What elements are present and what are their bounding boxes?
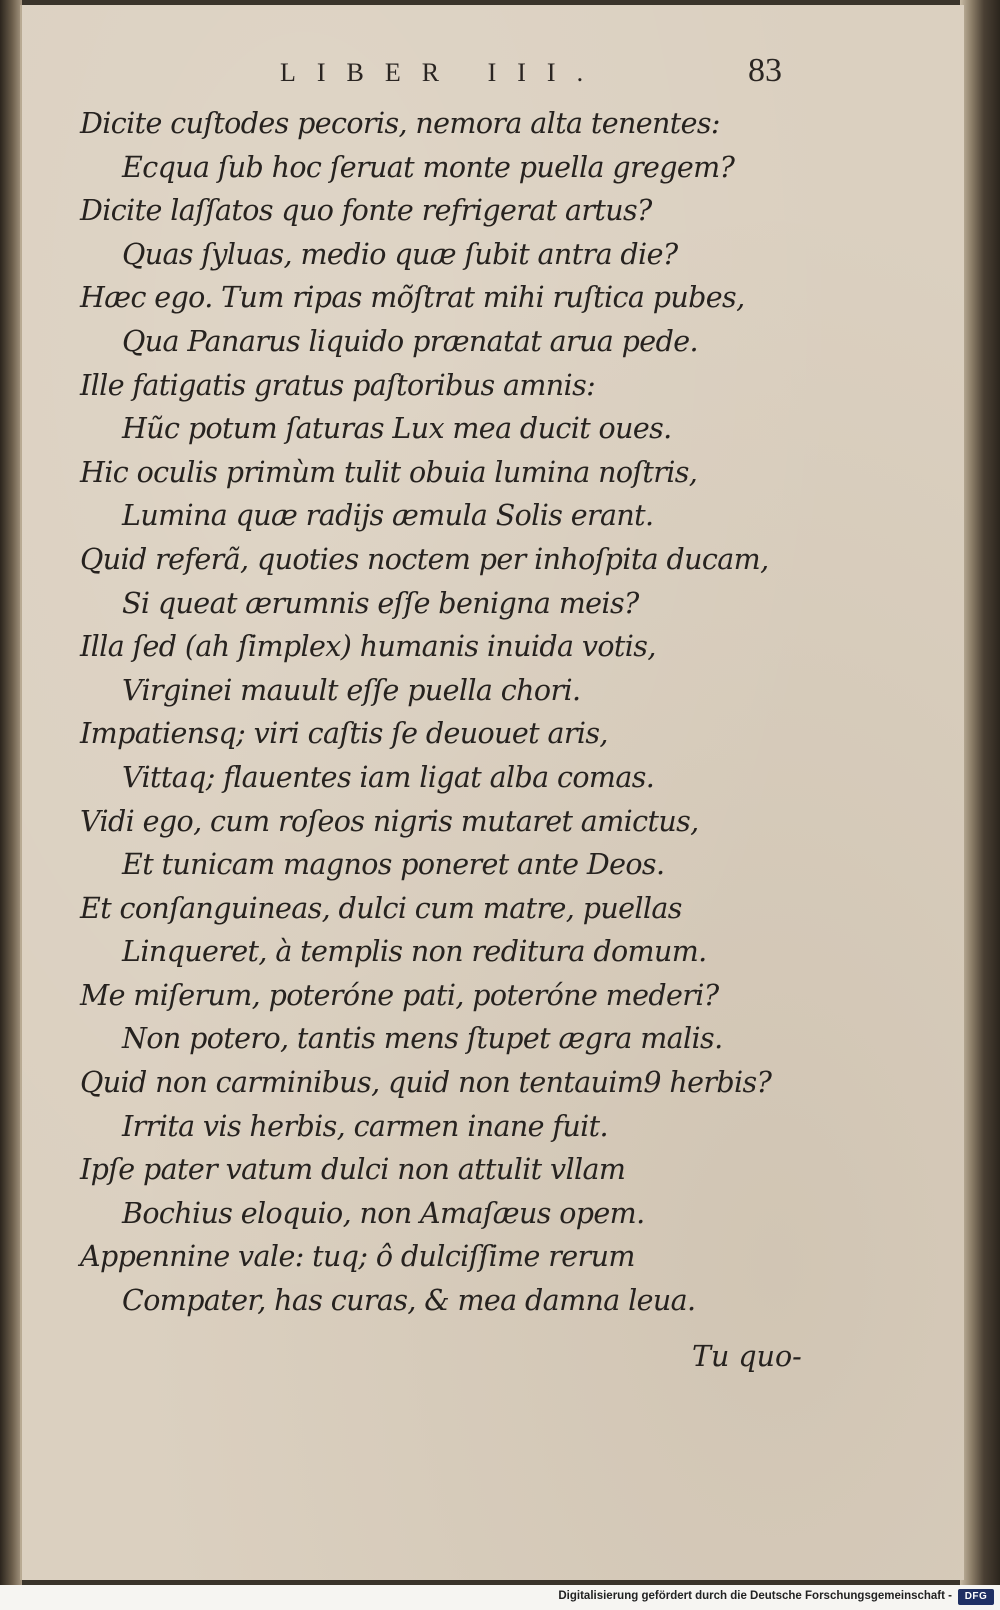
verse-line: Irrita vis herbis, carmen inane fuit. [122, 1109, 608, 1143]
verse-line: Ecqua ſub hoc ſeruat monte puella gregem? [122, 150, 735, 184]
verse-line: Quas ſyluas, medio quæ ſubit antra die? [122, 237, 678, 271]
verse-line: Linqueret, à templis non reditura domum. [122, 935, 707, 969]
verse-line: Quid non carminibus, quid non tentauim9 herbis? [80, 1066, 772, 1100]
verse-line: Impatiensq; viri caſtis ſe deuouet aris, [80, 717, 608, 751]
verse-line: Et tunicam magnos poneret ante Deos. [122, 848, 665, 882]
verse-line: Et conſanguineas, dulci cum matre, puellas [80, 891, 682, 925]
verse-line: Me miſerum, poteróne pati, poteróne mederi? [80, 978, 719, 1012]
dfg-logo-icon: DFG [958, 1589, 994, 1605]
verse-line: Illa ſed (ah ſimplex) humanis inuida votis, [80, 630, 656, 664]
verse-line: Appennine vale: tuq; ô dulciſſime rerum [80, 1240, 635, 1274]
verse-list [80, 102, 840, 1323]
verse-line: Vidi ego, cum roſeos nigris mutaret amictus, [80, 804, 699, 838]
verse-line: Bochius eloquio, non Amaſæus opem. [122, 1196, 645, 1230]
verse-line: Virginei mauult eſſe puella chori. [122, 673, 581, 707]
verse-line: Vittaq; flauentes iam ligat alba comas. [122, 760, 655, 794]
verse-line: Compater, has curas, & mea damna leua. [122, 1284, 696, 1318]
verse-line: Hæc ego. Tum ripas mõſtrat mihi ruſtica pubes, [80, 281, 745, 315]
page-header [270, 52, 830, 96]
verse-line: Hic oculis primùm tulit obuia lumina noſtris, [80, 455, 698, 489]
running-head: LIBER III. [280, 58, 605, 87]
verse-line: Ipſe pater vatum dulci non attulit vllam [80, 1153, 626, 1187]
verse-line: Dicite laſſatos quo fonte refrigerat artus? [80, 194, 652, 228]
verse-line: Si queat ærumnis eſſe benigna meis? [122, 586, 639, 620]
verse-line: Quid referã, quoties noctem per inhoſpita ducam, [80, 542, 769, 576]
verse-line: Qua Panarus liquido prænatat arua pede. [122, 324, 698, 358]
verse-line: Ille fatigatis gratus paſtoribus amnis: [80, 368, 596, 402]
verse-line: Hũc potum ſaturas Lux mea ducit oues. [122, 412, 672, 446]
book-spine-edge [0, 0, 22, 1585]
footer-bar [0, 1585, 1000, 1610]
verse-line: Non potero, tantis mens ſtupet ægra malis. [122, 1022, 723, 1056]
verse-line: Dicite cuſtodes pecoris, nemora alta tenentes: [80, 107, 720, 140]
page-stack-edge [960, 0, 1000, 1585]
page-number: 83 [748, 52, 782, 89]
catchword: Tu quo- [692, 1340, 802, 1373]
verse-line: Lumina quæ radijs æmula Solis erant. [122, 499, 654, 533]
footer-credit: Digitalisierung gefördert durch die Deutsche Forschungsgemeinschaft - [558, 1590, 952, 1602]
